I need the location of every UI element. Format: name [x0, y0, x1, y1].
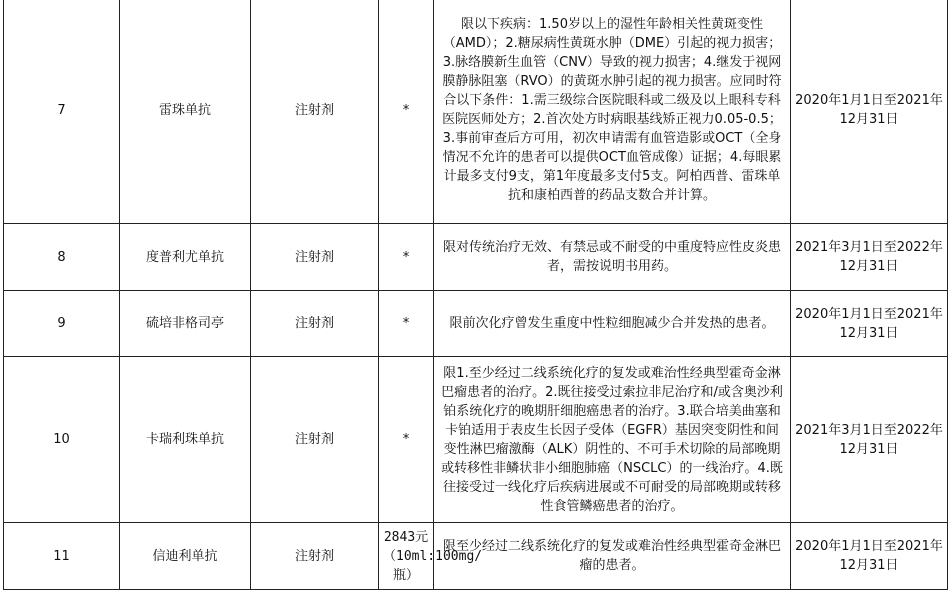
drug-name: 信迪利单抗: [120, 523, 251, 590]
restriction-text: 限对传统治疗无效、有禁忌或不耐受的中重度特应性皮炎患者，需按说明书用药。: [434, 224, 791, 291]
table-row: [4, 357, 948, 523]
payment-standard: *: [379, 0, 434, 224]
payment-standard: *: [379, 291, 434, 357]
payment-standard: 2843元（10ml:100mg/瓶）: [379, 523, 434, 590]
payment-standard: *: [379, 224, 434, 291]
agreement-period: 2020年1月1日至2021年12月31日: [791, 523, 948, 590]
dosage-form: 注射剂: [251, 0, 379, 224]
row-number: 11: [4, 523, 120, 590]
payment-standard: *: [379, 357, 434, 523]
row-number: 7: [4, 0, 120, 224]
drug-table: [3, 0, 948, 590]
dosage-form: 注射剂: [251, 291, 379, 357]
row-number: 9: [4, 291, 120, 357]
dosage-form: 注射剂: [251, 523, 379, 590]
table-row: [4, 224, 948, 291]
restriction-text: 限前次化疗曾发生重度中性粒细胞减少合并发热的患者。: [434, 291, 791, 357]
dosage-form: 注射剂: [251, 357, 379, 523]
table-row: [4, 523, 948, 590]
agreement-period: 2021年3月1日至2022年12月31日: [791, 224, 948, 291]
row-number: 10: [4, 357, 120, 523]
dosage-form: 注射剂: [251, 224, 379, 291]
row-number: 8: [4, 224, 120, 291]
table-row: [4, 0, 948, 224]
restriction-text: 限至少经过二线系统化疗的复发或难治性经典型霍奇金淋巴瘤的患者。: [434, 523, 791, 590]
drug-name: 硫培非格司亭: [120, 291, 251, 357]
restriction-text: 限以下疾病：1.50岁以上的湿性年龄相关性黄斑变性（AMD）；2.糖尿病性黄斑水肿（DME）引起的视力损害；3.脉络膜新生血管（CNV）导致的视力损害；4.继发于视网膜静脉阻塞（RVO）的黄斑水肿引起的视力损害。应同时符合以下条件：1.需三级综合医院眼科或二级及以上眼科专科医院医师处方；2.首次处方时病眼基线矫正视力0.05-0.5；3.事前审查后方可用，初次申请需有血管造影或OCT（全身情况不允许的患者可以提供OCT血管成像）证据；4.每眼累计最多支付9支，第1年度最多支付5支。阿柏西普、雷珠单抗和康柏西普的药品支数合并计算。: [434, 0, 791, 224]
agreement-period: 2020年1月1日至2021年12月31日: [791, 291, 948, 357]
drug-name: 卡瑞利珠单抗: [120, 357, 251, 523]
drug-name: 度普利尤单抗: [120, 224, 251, 291]
drug-name: 雷珠单抗: [120, 0, 251, 224]
table-row: [4, 291, 948, 357]
agreement-period: 2020年1月1日至2021年12月31日: [791, 0, 948, 224]
restriction-text: 限1.至少经过二线系统化疗的复发或难治性经典型霍奇金淋巴瘤患者的治疗。2.既往接受过索拉非尼治疗和/或含奥沙利铂系统化疗的晚期肝细胞癌患者的治疗。3.联合培美曲塞和卡铂适用于表皮生长因子受体（EGFR）基因突变阴性和间变性淋巴瘤激酶（ALK）阴性的、不可手术切除的局部晚期或转移性非鳞状非小细胞肺癌（NSCLC）的一线治疗。4.既往接受过一线化疗后疾病进展或不可耐受的局部晚期或转移性食管鳞癌患者的治疗。: [434, 357, 791, 523]
agreement-period: 2021年3月1日至2022年12月31日: [791, 357, 948, 523]
